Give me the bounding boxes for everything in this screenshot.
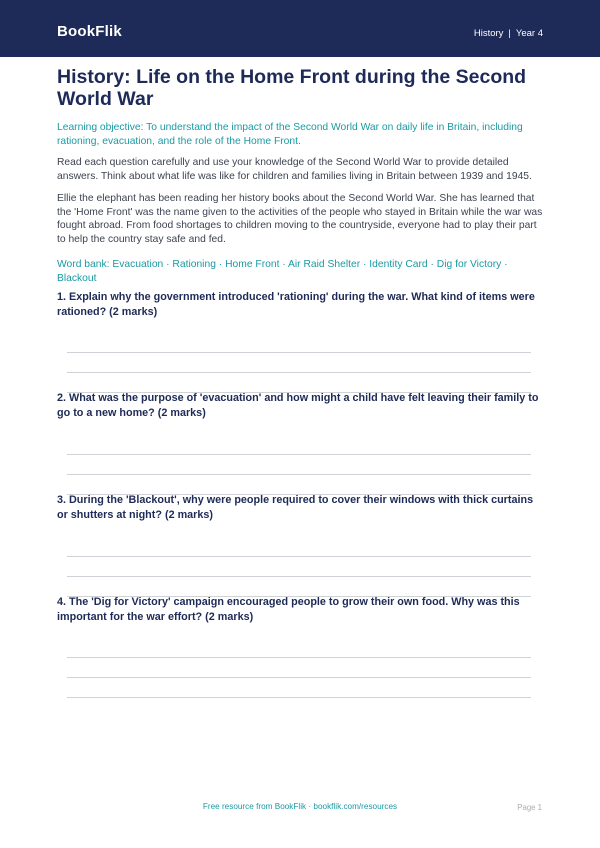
subject-label: History [473,28,504,39]
answer-line[interactable] [67,474,531,475]
answer-line[interactable] [67,454,531,455]
instructions-paragraph: Read each question carefully and use your knowledge of the Second World War to provide detailed answers. Think about what life was like for children and families living in Britain between 1939 and 1945. [57,157,532,182]
question-3: 3. During the 'Blackout', why were people required to cover their windows with thick curtains or shutters at night? (2 marks) [57,494,534,521]
subject-year-label [474,28,543,39]
page-header [0,0,600,57]
page-number: Page 1 [517,803,542,812]
answer-line[interactable] [67,372,531,373]
meta-separator: | [508,28,511,39]
question-1: 1. Explain why the government introduced 'rationing' during the war. What kind of items were rationed? (2 marks) [57,291,535,318]
question-4: 4. The 'Dig for Victory' campaign encouraged people to grow their own food. Why was this important for the war effort? (2 marks) [57,596,520,623]
answer-line[interactable] [67,657,531,658]
answer-line[interactable] [67,576,531,577]
question-2: 2. What was the purpose of 'evacuation' and how might a child have felt leaving their family to go to a new home? (2 marks) [57,392,539,419]
answer-line[interactable] [67,352,531,353]
worksheet-title: History: Life on the Home Front during the Second World War [57,66,527,110]
year-label: Year 4 [515,28,543,39]
answer-line[interactable] [67,677,531,678]
answer-line[interactable] [67,556,531,557]
learning-objective: Learning objective: To understand the impact of the Second World War on daily life in Britain, including rationing, evacuation, and the role of the Home Front. [57,122,523,147]
answer-line[interactable] [67,697,531,698]
story-paragraph: Ellie the elephant has been reading her history books about the Second World War. She has learned that the 'Home Front' was the name given to the activities of the people who stayed in Britain while the war was fought abroad. From food shortages to children moving to the countryside, everyone had to play their part to help the country stay safe and fed. [57,193,543,245]
footer-resource-link[interactable]: Free resource from BookFlik · bookflik.com/resources [202,802,398,811]
word-bank: Word bank: Evacuation · Rationing · Home Front · Air Raid Shelter · Identity Card · Dig for Victory · Blackout [57,259,508,284]
brand-logo-text: BookFlik [57,23,122,40]
